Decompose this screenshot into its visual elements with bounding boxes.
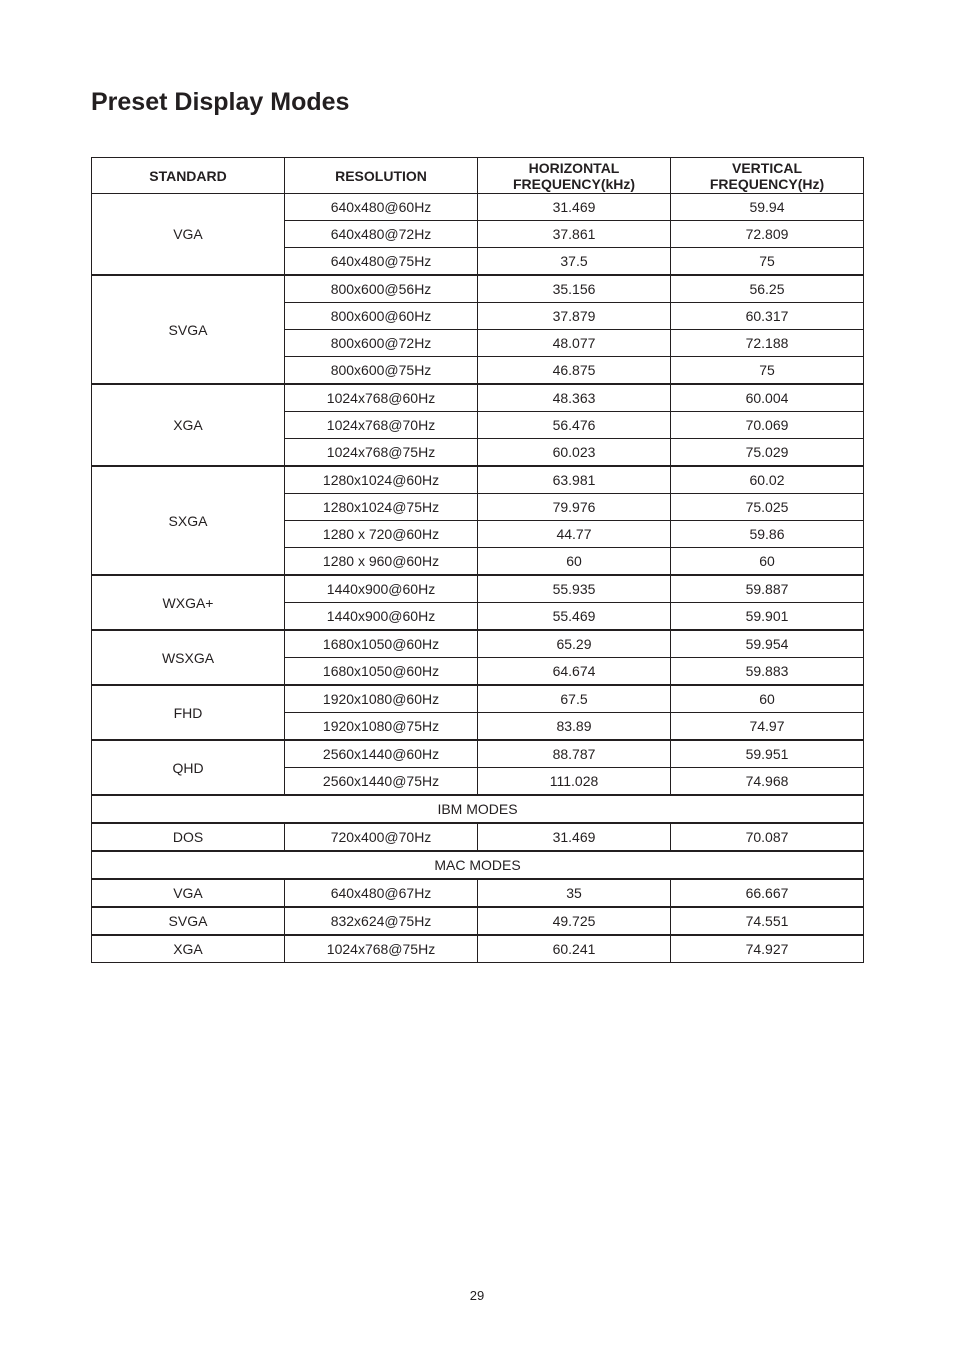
- table-row: [92, 275, 864, 303]
- table-row: [92, 740, 864, 768]
- standard-cell: SVGA: [92, 275, 285, 384]
- horizontal-frequency-cell: 46.875: [478, 357, 671, 385]
- table-row: [92, 851, 864, 879]
- mac-modes-label: MAC MODES: [92, 851, 864, 879]
- resolution-cell: 800x600@75Hz: [285, 357, 478, 385]
- horizontal-frequency-cell: 60.023: [478, 439, 671, 467]
- table-row: [92, 685, 864, 713]
- vertical-frequency-cell: 72.809: [671, 221, 864, 248]
- resolution-cell: 640x480@75Hz: [285, 248, 478, 276]
- resolution-cell: 1024x768@60Hz: [285, 384, 478, 412]
- resolution-cell: 1280 x 960@60Hz: [285, 548, 478, 576]
- resolution-cell: 1280x1024@60Hz: [285, 466, 478, 494]
- horizontal-frequency-cell: 35: [478, 879, 671, 907]
- standard-cell: DOS: [92, 823, 285, 851]
- standard-cell: WXGA+: [92, 575, 285, 630]
- vertical-frequency-cell: 59.954: [671, 630, 864, 658]
- horizontal-frequency-cell: 48.077: [478, 330, 671, 357]
- header-vertical-frequency: VERTICAL FREQUENCY(Hz): [671, 158, 864, 194]
- horizontal-frequency-cell: 60: [478, 548, 671, 576]
- vertical-frequency-cell: 60.02: [671, 466, 864, 494]
- vertical-frequency-cell: 59.883: [671, 658, 864, 686]
- table-row: [92, 795, 864, 823]
- standard-cell: WSXGA: [92, 630, 285, 685]
- standard-cell: FHD: [92, 685, 285, 740]
- standard-cell: SVGA: [92, 907, 285, 935]
- vertical-frequency-cell: 59.901: [671, 603, 864, 631]
- horizontal-frequency-cell: 44.77: [478, 521, 671, 548]
- vertical-frequency-cell: 59.887: [671, 575, 864, 603]
- table-header-row: [92, 158, 864, 194]
- standard-cell: QHD: [92, 740, 285, 795]
- resolution-cell: 1680x1050@60Hz: [285, 658, 478, 686]
- horizontal-frequency-cell: 65.29: [478, 630, 671, 658]
- resolution-cell: 2560x1440@60Hz: [285, 740, 478, 768]
- horizontal-frequency-cell: 88.787: [478, 740, 671, 768]
- page-title: Preset Display Modes: [91, 88, 350, 116]
- horizontal-frequency-cell: 35.156: [478, 275, 671, 303]
- resolution-cell: 832x624@75Hz: [285, 907, 478, 935]
- vertical-frequency-cell: 70.087: [671, 823, 864, 851]
- vertical-frequency-cell: 60: [671, 685, 864, 713]
- resolution-cell: 2560x1440@75Hz: [285, 768, 478, 796]
- horizontal-frequency-cell: 48.363: [478, 384, 671, 412]
- standard-cell: XGA: [92, 935, 285, 963]
- resolution-cell: 800x600@60Hz: [285, 303, 478, 330]
- horizontal-frequency-cell: 37.879: [478, 303, 671, 330]
- table-row: [92, 823, 864, 851]
- vertical-frequency-cell: 60: [671, 548, 864, 576]
- resolution-cell: 1280 x 720@60Hz: [285, 521, 478, 548]
- resolution-cell: 1920x1080@60Hz: [285, 685, 478, 713]
- ibm-modes-label: IBM MODES: [92, 795, 864, 823]
- vertical-frequency-cell: 59.86: [671, 521, 864, 548]
- resolution-cell: 1920x1080@75Hz: [285, 713, 478, 741]
- resolution-cell: 720x400@70Hz: [285, 823, 478, 851]
- resolution-cell: 640x480@60Hz: [285, 194, 478, 221]
- vertical-frequency-cell: 75.025: [671, 494, 864, 521]
- resolution-cell: 1024x768@70Hz: [285, 412, 478, 439]
- header-standard: STANDARD: [92, 158, 285, 194]
- table-row: [92, 879, 864, 907]
- vertical-frequency-cell: 74.551: [671, 907, 864, 935]
- vertical-frequency-cell: 75.029: [671, 439, 864, 467]
- horizontal-frequency-cell: 111.028: [478, 768, 671, 796]
- resolution-cell: 1024x768@75Hz: [285, 935, 478, 963]
- horizontal-frequency-cell: 49.725: [478, 907, 671, 935]
- horizontal-frequency-cell: 83.89: [478, 713, 671, 741]
- vertical-frequency-cell: 74.968: [671, 768, 864, 796]
- standard-cell: VGA: [92, 194, 285, 276]
- horizontal-frequency-cell: 63.981: [478, 466, 671, 494]
- vertical-frequency-cell: 75: [671, 357, 864, 385]
- table-row: [92, 907, 864, 935]
- horizontal-frequency-cell: 31.469: [478, 194, 671, 221]
- vertical-frequency-cell: 74.927: [671, 935, 864, 963]
- horizontal-frequency-cell: 55.469: [478, 603, 671, 631]
- vertical-frequency-cell: 72.188: [671, 330, 864, 357]
- table-row: [92, 630, 864, 658]
- table-row: [92, 575, 864, 603]
- vertical-frequency-cell: 60.004: [671, 384, 864, 412]
- header-horizontal-frequency: HORIZONTAL FREQUENCY(kHz): [478, 158, 671, 194]
- resolution-cell: 1280x1024@75Hz: [285, 494, 478, 521]
- vertical-frequency-cell: 59.94: [671, 194, 864, 221]
- horizontal-frequency-cell: 37.5: [478, 248, 671, 276]
- vertical-frequency-cell: 74.97: [671, 713, 864, 741]
- horizontal-frequency-cell: 56.476: [478, 412, 671, 439]
- resolution-cell: 800x600@56Hz: [285, 275, 478, 303]
- resolution-cell: 1440x900@60Hz: [285, 575, 478, 603]
- vertical-frequency-cell: 60.317: [671, 303, 864, 330]
- horizontal-frequency-cell: 79.976: [478, 494, 671, 521]
- header-resolution: RESOLUTION: [285, 158, 478, 194]
- vertical-frequency-cell: 66.667: [671, 879, 864, 907]
- vertical-frequency-cell: 59.951: [671, 740, 864, 768]
- resolution-cell: 640x480@72Hz: [285, 221, 478, 248]
- vertical-frequency-cell: 75: [671, 248, 864, 276]
- resolution-cell: 1680x1050@60Hz: [285, 630, 478, 658]
- standard-cell: XGA: [92, 384, 285, 466]
- horizontal-frequency-cell: 31.469: [478, 823, 671, 851]
- vertical-frequency-cell: 56.25: [671, 275, 864, 303]
- preset-display-modes-table: [91, 157, 864, 963]
- table-row: [92, 935, 864, 963]
- horizontal-frequency-cell: 64.674: [478, 658, 671, 686]
- horizontal-frequency-cell: 60.241: [478, 935, 671, 963]
- table-row: [92, 466, 864, 494]
- standard-cell: SXGA: [92, 466, 285, 575]
- horizontal-frequency-cell: 55.935: [478, 575, 671, 603]
- resolution-cell: 640x480@67Hz: [285, 879, 478, 907]
- horizontal-frequency-cell: 67.5: [478, 685, 671, 713]
- page-number: 29: [469, 1288, 485, 1303]
- table-row: [92, 384, 864, 412]
- table-row: [92, 194, 864, 221]
- vertical-frequency-cell: 70.069: [671, 412, 864, 439]
- standard-cell: VGA: [92, 879, 285, 907]
- resolution-cell: 1024x768@75Hz: [285, 439, 478, 467]
- table-body: [92, 194, 864, 963]
- resolution-cell: 1440x900@60Hz: [285, 603, 478, 631]
- resolution-cell: 800x600@72Hz: [285, 330, 478, 357]
- horizontal-frequency-cell: 37.861: [478, 221, 671, 248]
